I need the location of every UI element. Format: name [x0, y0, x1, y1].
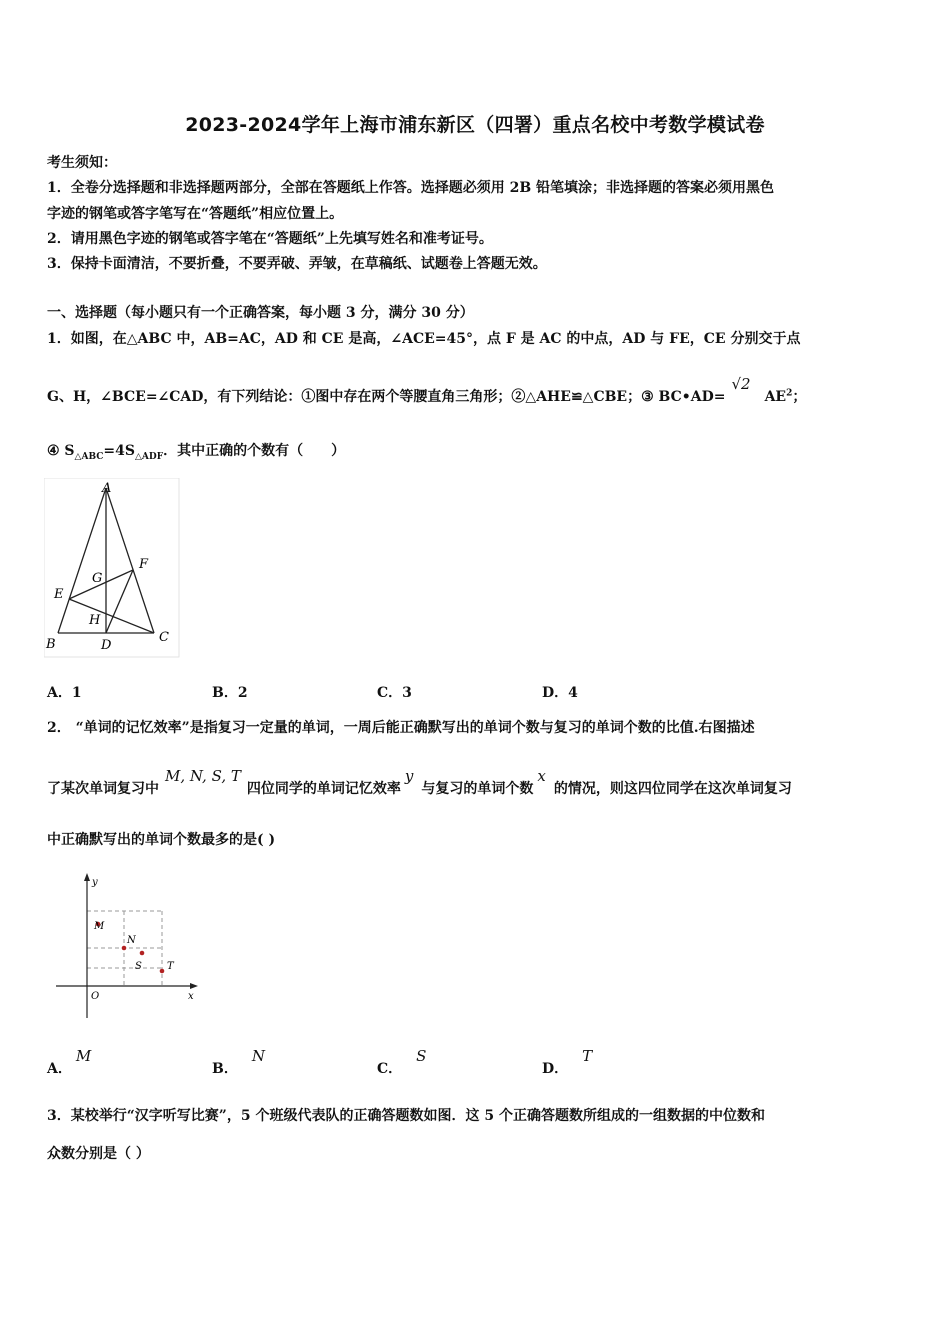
- label-b: B: [46, 637, 56, 652]
- q1-line-3b: =4S: [103, 443, 135, 459]
- q2-option-c-value: S: [416, 1047, 427, 1065]
- label-t: T: [167, 961, 174, 972]
- q2-line-3: 中正确默写出的单词个数最多的是( ): [47, 832, 276, 848]
- q1-sqrt: √2: [731, 375, 751, 393]
- label-h: H: [89, 613, 101, 628]
- q2-option-c[interactable]: [377, 1047, 427, 1078]
- q1-line-3c: ．其中正确的个数有（ ）: [163, 443, 346, 459]
- q2-option-c-label: C．: [377, 1061, 403, 1077]
- q1-line-1: 1．如图，在△ABC 中，AB=AC，AD 和 CE 是高，∠ACE=45°，点 F 是 AC 的中点，AD 与 FE，CE 分别交于点: [47, 331, 801, 347]
- q2-scatter-figure: [50, 868, 210, 1026]
- notice-item-3: 3．保持卡面清洁，不要折叠，不要弄破、弄皱，在草稿纸、试题卷上答题无效。: [47, 256, 547, 272]
- q1-sub-1: △ABC: [74, 451, 104, 462]
- label-g: G: [92, 571, 103, 586]
- notice-item-2: 2．请用黑色字迹的钢笔或答字笔在“答题纸”上先填写姓名和准考证号。: [47, 231, 493, 247]
- q2-line-2d: 的情况，则这四位同学在这次单词复习: [553, 781, 792, 797]
- q2-option-d[interactable]: [542, 1047, 593, 1078]
- segment-ec: [69, 599, 154, 633]
- axis-label-y: y: [92, 877, 98, 888]
- q1-line-3a: ④ S: [47, 443, 75, 459]
- label-a: A: [102, 481, 112, 496]
- q2-math-y: y: [404, 767, 414, 785]
- notice-item-1b: 字迹的钢笔或答字笔写在“答题纸”相应位置上。: [47, 206, 344, 222]
- origin-label: O: [91, 991, 100, 1002]
- label-m: M: [94, 921, 105, 932]
- q1-line-2c: ；: [792, 389, 807, 405]
- page-title: 2023-2024学年上海市浦东新区（四署）重点名校中考数学模试卷: [185, 114, 765, 136]
- q1-line-2: [47, 375, 807, 406]
- q1-option-c[interactable]: C．3: [377, 685, 412, 701]
- q1-ae: AE: [764, 389, 787, 405]
- q2-line-2a: 了某次单词复习中: [47, 781, 159, 797]
- section-heading: 一、选择题（每小题只有一个正确答案，每小题 3 分，满分 30 分）: [47, 305, 474, 321]
- q1-triangle-figure: [44, 478, 180, 658]
- q2-option-a-value: M: [75, 1047, 92, 1065]
- q2-line-1: 2． “单词的记忆效率”是指复习一定量的单词，一周后能正确默写出的单词个数与复习的单词个数的比值.右图描述: [47, 720, 755, 736]
- q2-line-2b: 四位同学的单词记忆效率: [246, 781, 401, 797]
- q2-option-d-label: D．: [542, 1061, 569, 1077]
- q1-line-3: [47, 440, 345, 462]
- q1-option-d[interactable]: D．4: [542, 685, 578, 701]
- axis-label-x: x: [188, 991, 194, 1002]
- q2-option-d-value: T: [582, 1047, 593, 1065]
- q3-line-2: 众数分别是（ ）: [47, 1146, 150, 1162]
- label-e: E: [54, 587, 64, 602]
- point-n: [122, 946, 127, 951]
- q2-option-a-label: A．: [47, 1061, 72, 1077]
- notice-item-1a: 1．全卷分选择题和非选择题两部分，全部在答题纸上作答。选择题必须用 2B 铅笔填涂；非选择题的答案必须用黑色: [47, 180, 775, 196]
- q3-line-1: 3．某校举行“汉字听写比赛”，5 个班级代表队的正确答题数如图．这 5 个正确答题数所组成的一组数据的中位数和: [47, 1108, 765, 1124]
- q1-option-a[interactable]: A．1: [47, 685, 82, 701]
- q2-option-b[interactable]: [212, 1047, 265, 1078]
- label-c: C: [159, 630, 169, 645]
- label-n: N: [127, 935, 136, 946]
- label-d: D: [101, 638, 112, 653]
- q2-math-mnst: M, N, S, T: [165, 767, 241, 785]
- point-s: [140, 951, 145, 956]
- q1-line-2a: G、H，∠BCE=∠CAD，有下列结论：①图中存在两个等腰直角三角形；②△AHE≌△CBE；③ BC•AD=: [47, 389, 726, 405]
- point-t: [160, 969, 165, 974]
- q1-option-b[interactable]: B．2: [212, 685, 248, 701]
- q1-sub-2: △ADF: [134, 451, 164, 462]
- q2-line-2c: 与复习的单词个数: [421, 781, 534, 797]
- q2-line-2: [47, 767, 792, 798]
- q2-option-a[interactable]: [47, 1047, 92, 1078]
- label-f: F: [139, 557, 149, 572]
- q1-sup: 2: [786, 388, 793, 399]
- q2-option-b-label: B．: [212, 1061, 238, 1077]
- label-s: S: [135, 961, 142, 972]
- q2-math-x: x: [537, 767, 546, 785]
- q2-option-b-value: N: [251, 1047, 265, 1065]
- notice-heading: 考生须知：: [47, 155, 117, 171]
